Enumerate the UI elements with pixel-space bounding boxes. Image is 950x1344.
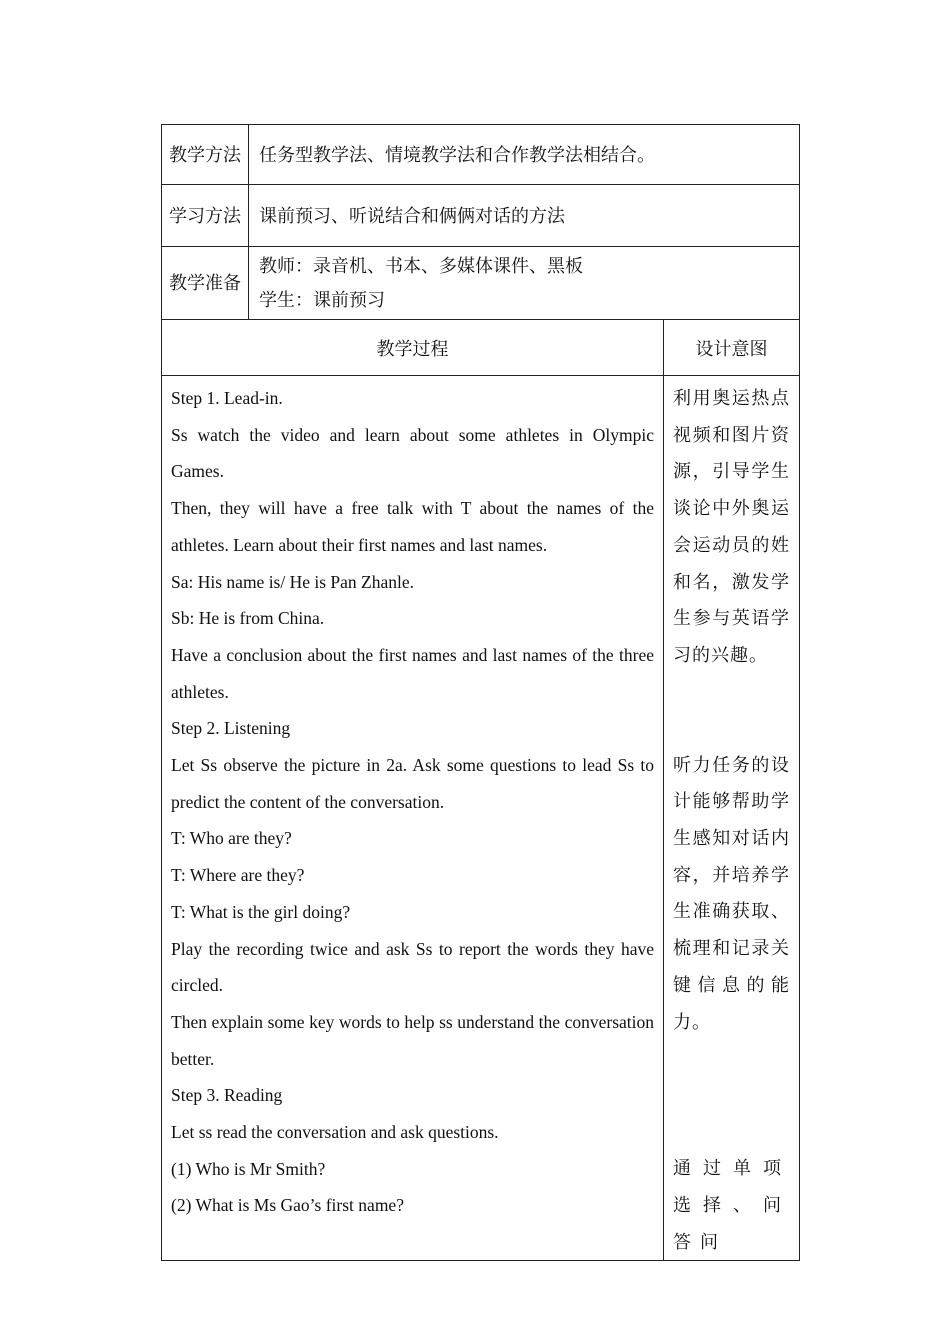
teaching-method-value: 任务型教学法、情境教学法和合作教学法相结合。 [249, 125, 800, 185]
lesson-info-table [161, 124, 800, 320]
process-content [162, 376, 664, 1261]
table-header-row [162, 320, 800, 376]
student-preparation-line: 学生：课前预习 [259, 290, 385, 310]
process-line: T: Where are they? [171, 865, 305, 886]
process-line: Ss watch the video and learn about some athletes in Olympic Games. [171, 424, 654, 482]
process-line: T: Who are they? [171, 828, 292, 849]
intent-content [664, 376, 800, 1261]
intent-paragraph: 听力任务的设计能够帮助学生感知对话内容，并培养学生准确获取、梳理和记录关键信息的能力。 [673, 754, 790, 1032]
process-line: (1) Who is Mr Smith? [171, 1158, 326, 1179]
teacher-preparation-line: 教师：录音机、书本、多媒体课件、黑板 [259, 256, 583, 276]
teaching-preparation-value [249, 247, 800, 320]
table-row [162, 125, 800, 185]
process-line: Step 1. Lead-in. [171, 388, 283, 408]
learning-method-label: 学习方法 [162, 185, 249, 247]
process-line: Let ss read the conversation and ask questions. [171, 1122, 499, 1143]
intent-paragraph: 利用奥运热点视频和图片资源，引导学生谈论中外奥运会运动员的姓和名，激发学生参与英语学习的兴趣。 [673, 388, 790, 665]
process-line: Then, they will have a free talk with T about the names of the athletes. Learn about their first names and last names. [171, 498, 654, 555]
table-row [162, 247, 800, 320]
process-line: Step 2. Listening [171, 718, 291, 739]
table-row [162, 185, 800, 247]
learning-method-value: 课前预习、听说结合和俩俩对话的方法 [249, 185, 800, 247]
process-line: Have a conclusion about the first names and last names of the three athletes. [171, 644, 654, 702]
spacer [673, 1040, 790, 1150]
process-line: Sa: His name is/ He is Pan Zhanle. [171, 571, 415, 592]
teaching-preparation-label: 教学准备 [162, 247, 249, 320]
process-line: Then explain some key words to help ss understand the conversation better. [171, 1011, 654, 1069]
table-row [162, 376, 800, 1261]
process-line: Sb: He is from China. [171, 608, 325, 629]
process-header: 教学过程 [162, 320, 664, 376]
intent-paragraph: 通过单项选择、问答问 [673, 1158, 790, 1252]
document-page [161, 124, 800, 1261]
process-line: T: What is the girl doing? [171, 901, 351, 922]
teaching-method-label: 教学方法 [162, 125, 249, 185]
spacer [673, 674, 790, 747]
process-line: Let Ss observe the picture in 2a. Ask some questions to lead Ss to predict the content of the conversation. [171, 755, 654, 812]
process-line: Play the recording twice and ask Ss to report the words they have circled. [171, 938, 654, 996]
process-line: Step 3. Reading [171, 1085, 283, 1106]
teaching-process-table [161, 319, 800, 1261]
intent-header: 设计意图 [664, 320, 800, 376]
process-line: (2) What is Ms Gao’s first name? [171, 1195, 404, 1216]
